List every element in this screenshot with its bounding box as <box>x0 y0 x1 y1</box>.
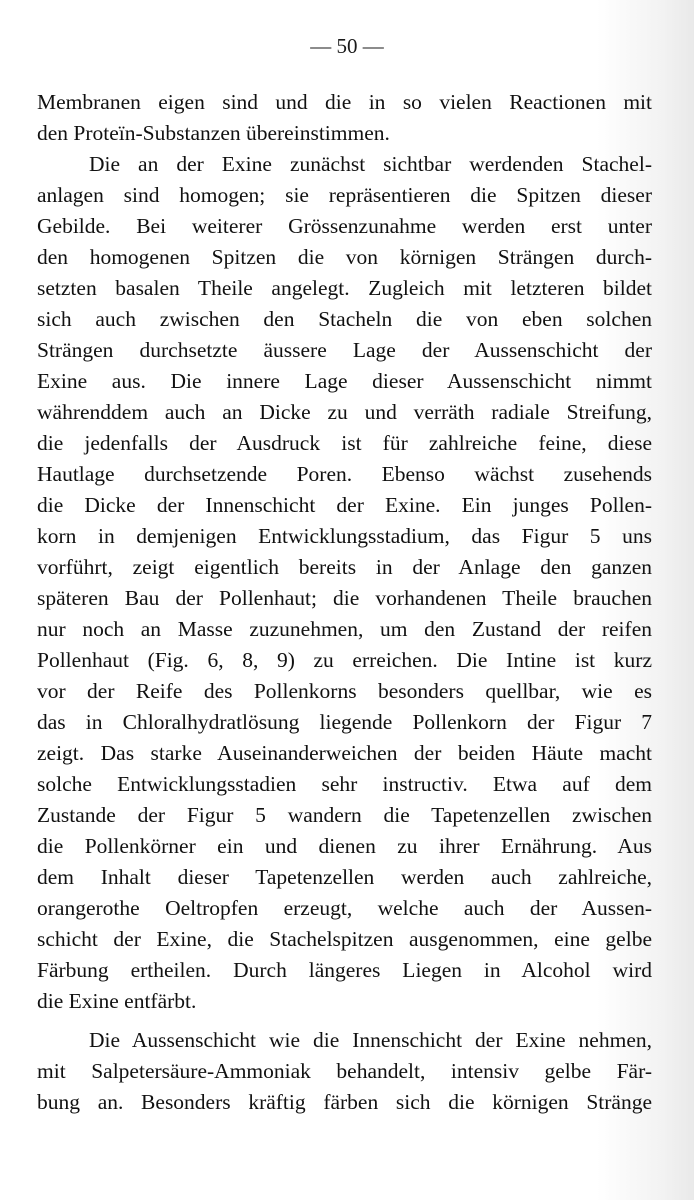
text-line: solche Entwicklungsstadien sehr instructiv. Etwa auf dem <box>37 772 652 796</box>
paragraph <box>37 1025 652 1118</box>
text-line: vor der Reife des Pollenkorns besonders quellbar, wie es <box>37 679 652 703</box>
text-line: setzten basalen Theile angelegt. Zugleich mit letzteren bildet <box>37 276 652 300</box>
page-number: — 50 — <box>310 34 384 58</box>
text-line: das in Chloralhydratlösung liegende Pollenkorn der Figur 7 <box>37 710 652 734</box>
text-line: mit Salpetersäure-Ammoniak behandelt, intensiv gelbe Fär- <box>37 1059 652 1083</box>
text-line: korn in demjenigen Entwicklungsstadium, das Figur 5 uns <box>37 524 652 548</box>
paragraph <box>37 149 652 1017</box>
text-line: Pollenhaut (Fig. 6, 8, 9) zu erreichen. Die Intine ist kurz <box>37 648 652 672</box>
text-line: Strängen durchsetzte äussere Lage der Aussenschicht der <box>37 338 652 362</box>
text-line: Membranen eigen sind und die in so vielen Reactionen mit <box>37 90 652 114</box>
text-line: den Proteïn-Substanzen übereinstimmen. <box>37 121 390 145</box>
text-line: Die Aussenschicht wie die Innenschicht der Exine nehmen, <box>89 1028 652 1052</box>
paragraph <box>37 87 652 149</box>
body-text <box>37 87 652 1118</box>
text-line: orangerothe Oeltropfen erzeugt, welche auch der Aussen- <box>37 896 652 920</box>
text-line: Exine aus. Die innere Lage dieser Aussenschicht nimmt <box>37 369 652 393</box>
text-line: die Exine entfärbt. <box>37 989 197 1013</box>
text-line: anlagen sind homogen; sie repräsentieren die Spitzen dieser <box>37 183 652 207</box>
paragraph-gap <box>37 1017 652 1025</box>
text-line: späteren Bau der Pollenhaut; die vorhandenen Theile brauchen <box>37 586 652 610</box>
text-line: Zustande der Figur 5 wandern die Tapetenzellen zwischen <box>37 803 652 827</box>
text-line: den homogenen Spitzen die von körnigen Strängen durch- <box>37 245 652 269</box>
text-line: Gebilde. Bei weiterer Grössenzunahme werden erst unter <box>37 214 652 238</box>
text-line: dem Inhalt dieser Tapetenzellen werden auch zahlreiche, <box>37 865 652 889</box>
text-line: nur noch an Masse zuzunehmen, um den Zustand der reifen <box>37 617 652 641</box>
text-line: Hautlage durchsetzende Poren. Ebenso wächst zusehends <box>37 462 652 486</box>
text-line: bung an. Besonders kräftig färben sich die körnigen Stränge <box>37 1090 652 1114</box>
text-line: sich auch zwischen den Stacheln die von eben solchen <box>37 307 652 331</box>
text-line: die jedenfalls der Ausdruck ist für zahlreiche feine, diese <box>37 431 652 455</box>
text-line: Färbung ertheilen. Durch längeres Liegen in Alcohol wird <box>37 958 652 982</box>
text-line: die Pollenkörner ein und dienen zu ihrer Ernährung. Aus <box>37 834 652 858</box>
text-line: die Dicke der Innenschicht der Exine. Ein junges Pollen- <box>37 493 652 517</box>
text-line: währenddem auch an Dicke zu und verräth radiale Streifung, <box>37 400 652 424</box>
text-line: Die an der Exine zunächst sichtbar werdenden Stachel- <box>89 152 652 176</box>
text-line: zeigt. Das starke Auseinanderweichen der beiden Häute macht <box>37 741 652 765</box>
text-line: schicht der Exine, die Stachelspitzen ausgenommen, eine gelbe <box>37 927 652 951</box>
text-line: vorführt, zeigt eigentlich bereits in der Anlage den ganzen <box>37 555 652 579</box>
